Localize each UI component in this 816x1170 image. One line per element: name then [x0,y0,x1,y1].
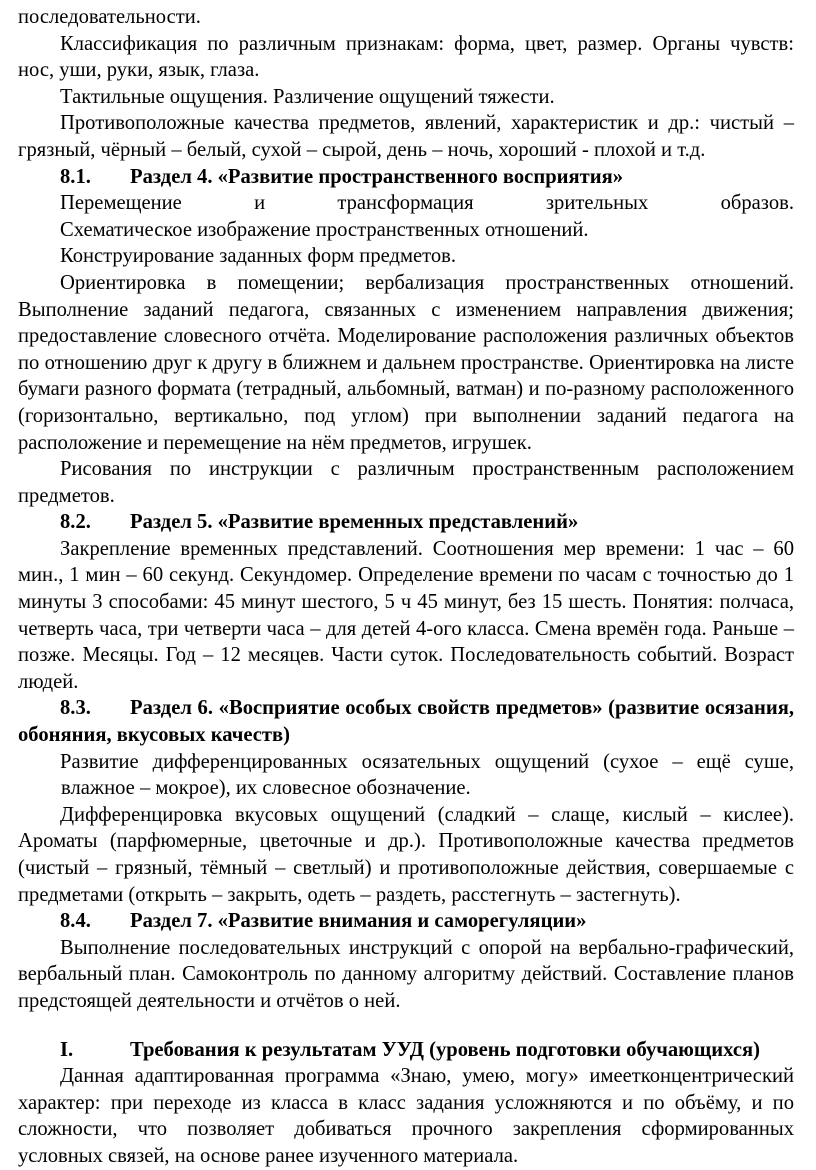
paragraph-s6-tactile-line2: влажное – мокрое), их словесное обозначение. [61,777,471,800]
section-heading-6 [18,695,794,748]
paragraph-s7-instructions: Выполнение последовательных инструкций с опорой на вербально-графический, вербальный план. Самоконтроль по данному алгоритму действий. Составление планов предстоящей деятельности и отчётов о ней. [18,936,794,1012]
section-title: Раздел 4. «Развитие пространственного восприятия» [130,165,624,188]
paragraph-continuation: последовательности. [18,6,201,28]
section-number: 8.2. [60,511,91,534]
section-number: 8.1. [60,165,91,188]
section-heading-4 [18,164,794,191]
section-number: I. [60,1038,74,1061]
section-title: Требования к результатам УУД (уровень подготовки обучающихся) [130,1038,761,1061]
paragraph-opposites: Противоположные качества предметов, явлений, характеристик и др.: чистый – грязный, чёрный – белый, сухой – сырой, день – ночь, хороший - плохой и т.д. [18,112,794,161]
section-heading-5 [18,509,794,536]
section-heading-7 [18,908,794,935]
section-number: 8.4. [60,910,91,933]
paragraph-s4-drawing: Рисования по инструкции с различным пространственным расположением предметов. [18,458,794,507]
paragraph-s5-time: Закрепление временных представлений. Соотношения мер времени: 1 час – 60 мин., 1 мин – 60 секунд. Секундомер. Определение времени по часам с точностью до 1 минуты 3 способами: 45 минут шестого, 5 ч 45 минут, без 15 шесть. Понятия: полчаса, четверть часа, три четверти часа – для детей 4-ого класса. Смена времён года. Раньше – позже. Месяцы. Год – 12 месяцев. Части суток. Последовательность событий. Возраст людей. [18,537,794,693]
section-heading-requirements [18,1037,794,1064]
paragraph-requirements: Данная адаптированная программа «Знаю, умею, могу» имеетконцентрический характер: при переходе из класса в класс задания усложняются и по объёму, и по сложности, что позволяет добиваться прочного закрепления сформированных условных связей, на основе ранее изученного материала. [18,1065,794,1167]
paragraph-classification: Классификация по различным признакам: форма, цвет, размер. Органы чувств: нос, уши, руки, язык, глаза. [18,32,794,82]
paragraph-s6-taste: Дифференцировка вкусовых ощущений (сладкий – слаще, кислый – кислее). Ароматы (парфюмерные, цветочные и др.). Противоположные качества предметов (чистый – грязный, тёмный – светлый) и противоположные действия, совершаемые с предметами (открыть – закрыть, одеть – раздеть, расстегнуть – застегнуть). [18,803,794,906]
section-title: Раздел 6. «Восприятие особых свойств предметов» (развитие осязания, обоняния, вкусовых качеств) [18,697,794,747]
spacer [18,1015,794,1037]
paragraph-s4-movement: Перемещение и трансформация зрительных образов. [60,192,794,215]
paragraph-s4-construct: Конструирование заданных форм предметов. [60,245,457,268]
paragraph-s4-schematic: Схематическое изображение пространственных отношений. [60,218,589,241]
paragraph-s4-orientation: Ориентировка в помещении; вербализация пространственных отношений. Выполнение заданий педагога, связанных с изменением направления движения; предоставление словесного отчёта. Моделирование расположения различных объектов по отношению друг к другу в ближнем и дальнем пространстве. Ориентировка на листе бумаги разного формата (тетрадный, альбомный, ватман) и по-разному расположенного (горизонтально, вертикально, под углом) при выполнении заданий педагога на расположение и перемещение на нём предметов, игрушек. [18,271,794,454]
paragraph-s6-tactile-line1: Развитие дифференцированных осязательных ощущений (сухое – ещё суше, [60,750,794,773]
paragraph-tactile: Тактильные ощущения. Различение ощущений тяжести. [60,85,555,108]
section-title: Раздел 5. «Развитие временных представлений» [130,511,579,534]
section-number: 8.3. [60,697,91,720]
section-title: Раздел 7. «Развитие внимания и саморегуляции» [130,910,587,933]
